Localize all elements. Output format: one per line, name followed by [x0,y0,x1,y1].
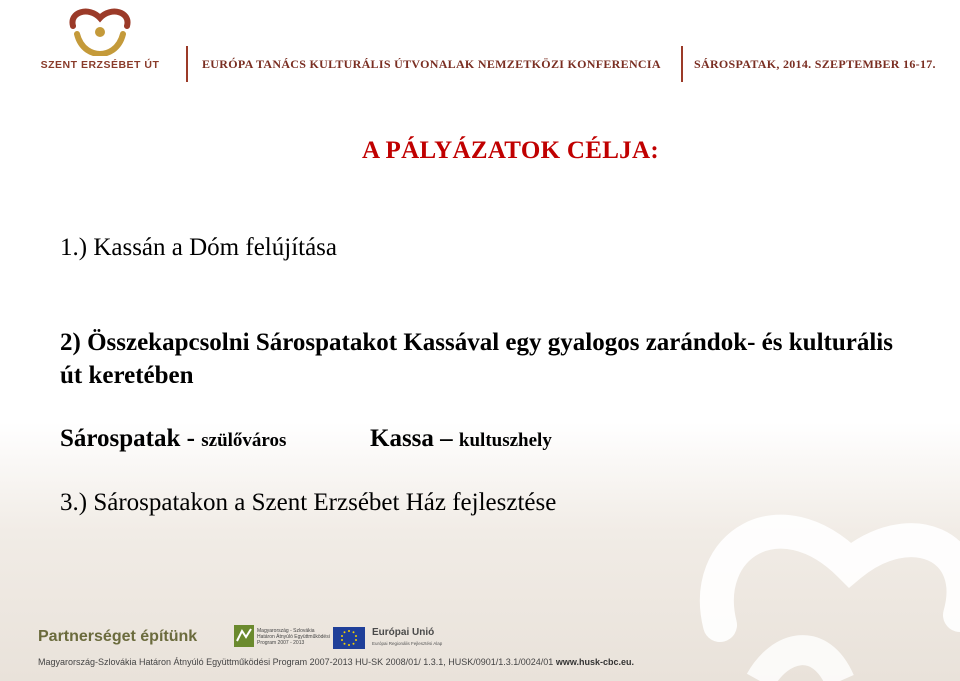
header [0,0,960,95]
program-reference [38,657,634,667]
city-description: szülőváros [201,430,287,451]
conference-title: EURÓPA TANÁCS KULTURÁLIS ÚTVONALAK NEMZETKÖZI KONFERENCIA [202,57,661,71]
szent-erzsebet-ut-logo [40,4,160,78]
hu-sk-program-icon [234,625,254,647]
eu-fund-text: Európai Regionális Fejlesztési Alap [372,641,443,646]
header-divider [681,46,683,82]
city-name: Kassa [370,425,434,452]
goal-item-2-line-1: 2) Összekapcsolni Sárospatakot Kassával egy gyalogos zarándok- és kulturális [60,329,893,356]
goal-item-1: 1.) Kassán a Dóm felújítása [60,234,338,261]
city-separator: – [433,425,459,452]
city-separator: - [180,425,202,452]
slide-title: A PÁLYÁZATOK CÉLJA: [362,137,659,164]
partner-slogan: Partnerséget építünk [38,628,198,645]
eu-title: Európai Unió [372,627,435,638]
city-sarospatak [60,425,286,453]
city-name: Sárospatak [60,425,181,452]
city-kassa [370,425,552,453]
goal-item-3: 3.) Sárospatakon a Szent Erzsébet Ház fejlesztése [60,489,557,516]
goal-item-2-line-2: út keretében [60,362,194,389]
crown-leaf-icon [63,4,137,56]
conference-date: SÁROSPATAK, 2014. SZEPTEMBER 16-17. [694,57,936,71]
logo-text: SZENT ERZSÉBET ÚT [40,59,160,71]
eu-flag-icon [333,627,365,649]
website-link[interactable]: www.husk-cbc.eu. [555,657,634,667]
program-text: Magyarország-Szlovákia Határon Átnyúló Együttműködési Program 2007-2013 HU-SK 2008/01/ 1.3.1, HUSK/0901/1.3.1/0024/01 [38,657,554,667]
city-description: kultuszhely [458,430,552,451]
header-divider [186,46,188,82]
hu-sk-program-text: Magyarország - Szlovákia Határon Átnyúló Együttműködési Program 2007 - 2013 [257,628,330,646]
